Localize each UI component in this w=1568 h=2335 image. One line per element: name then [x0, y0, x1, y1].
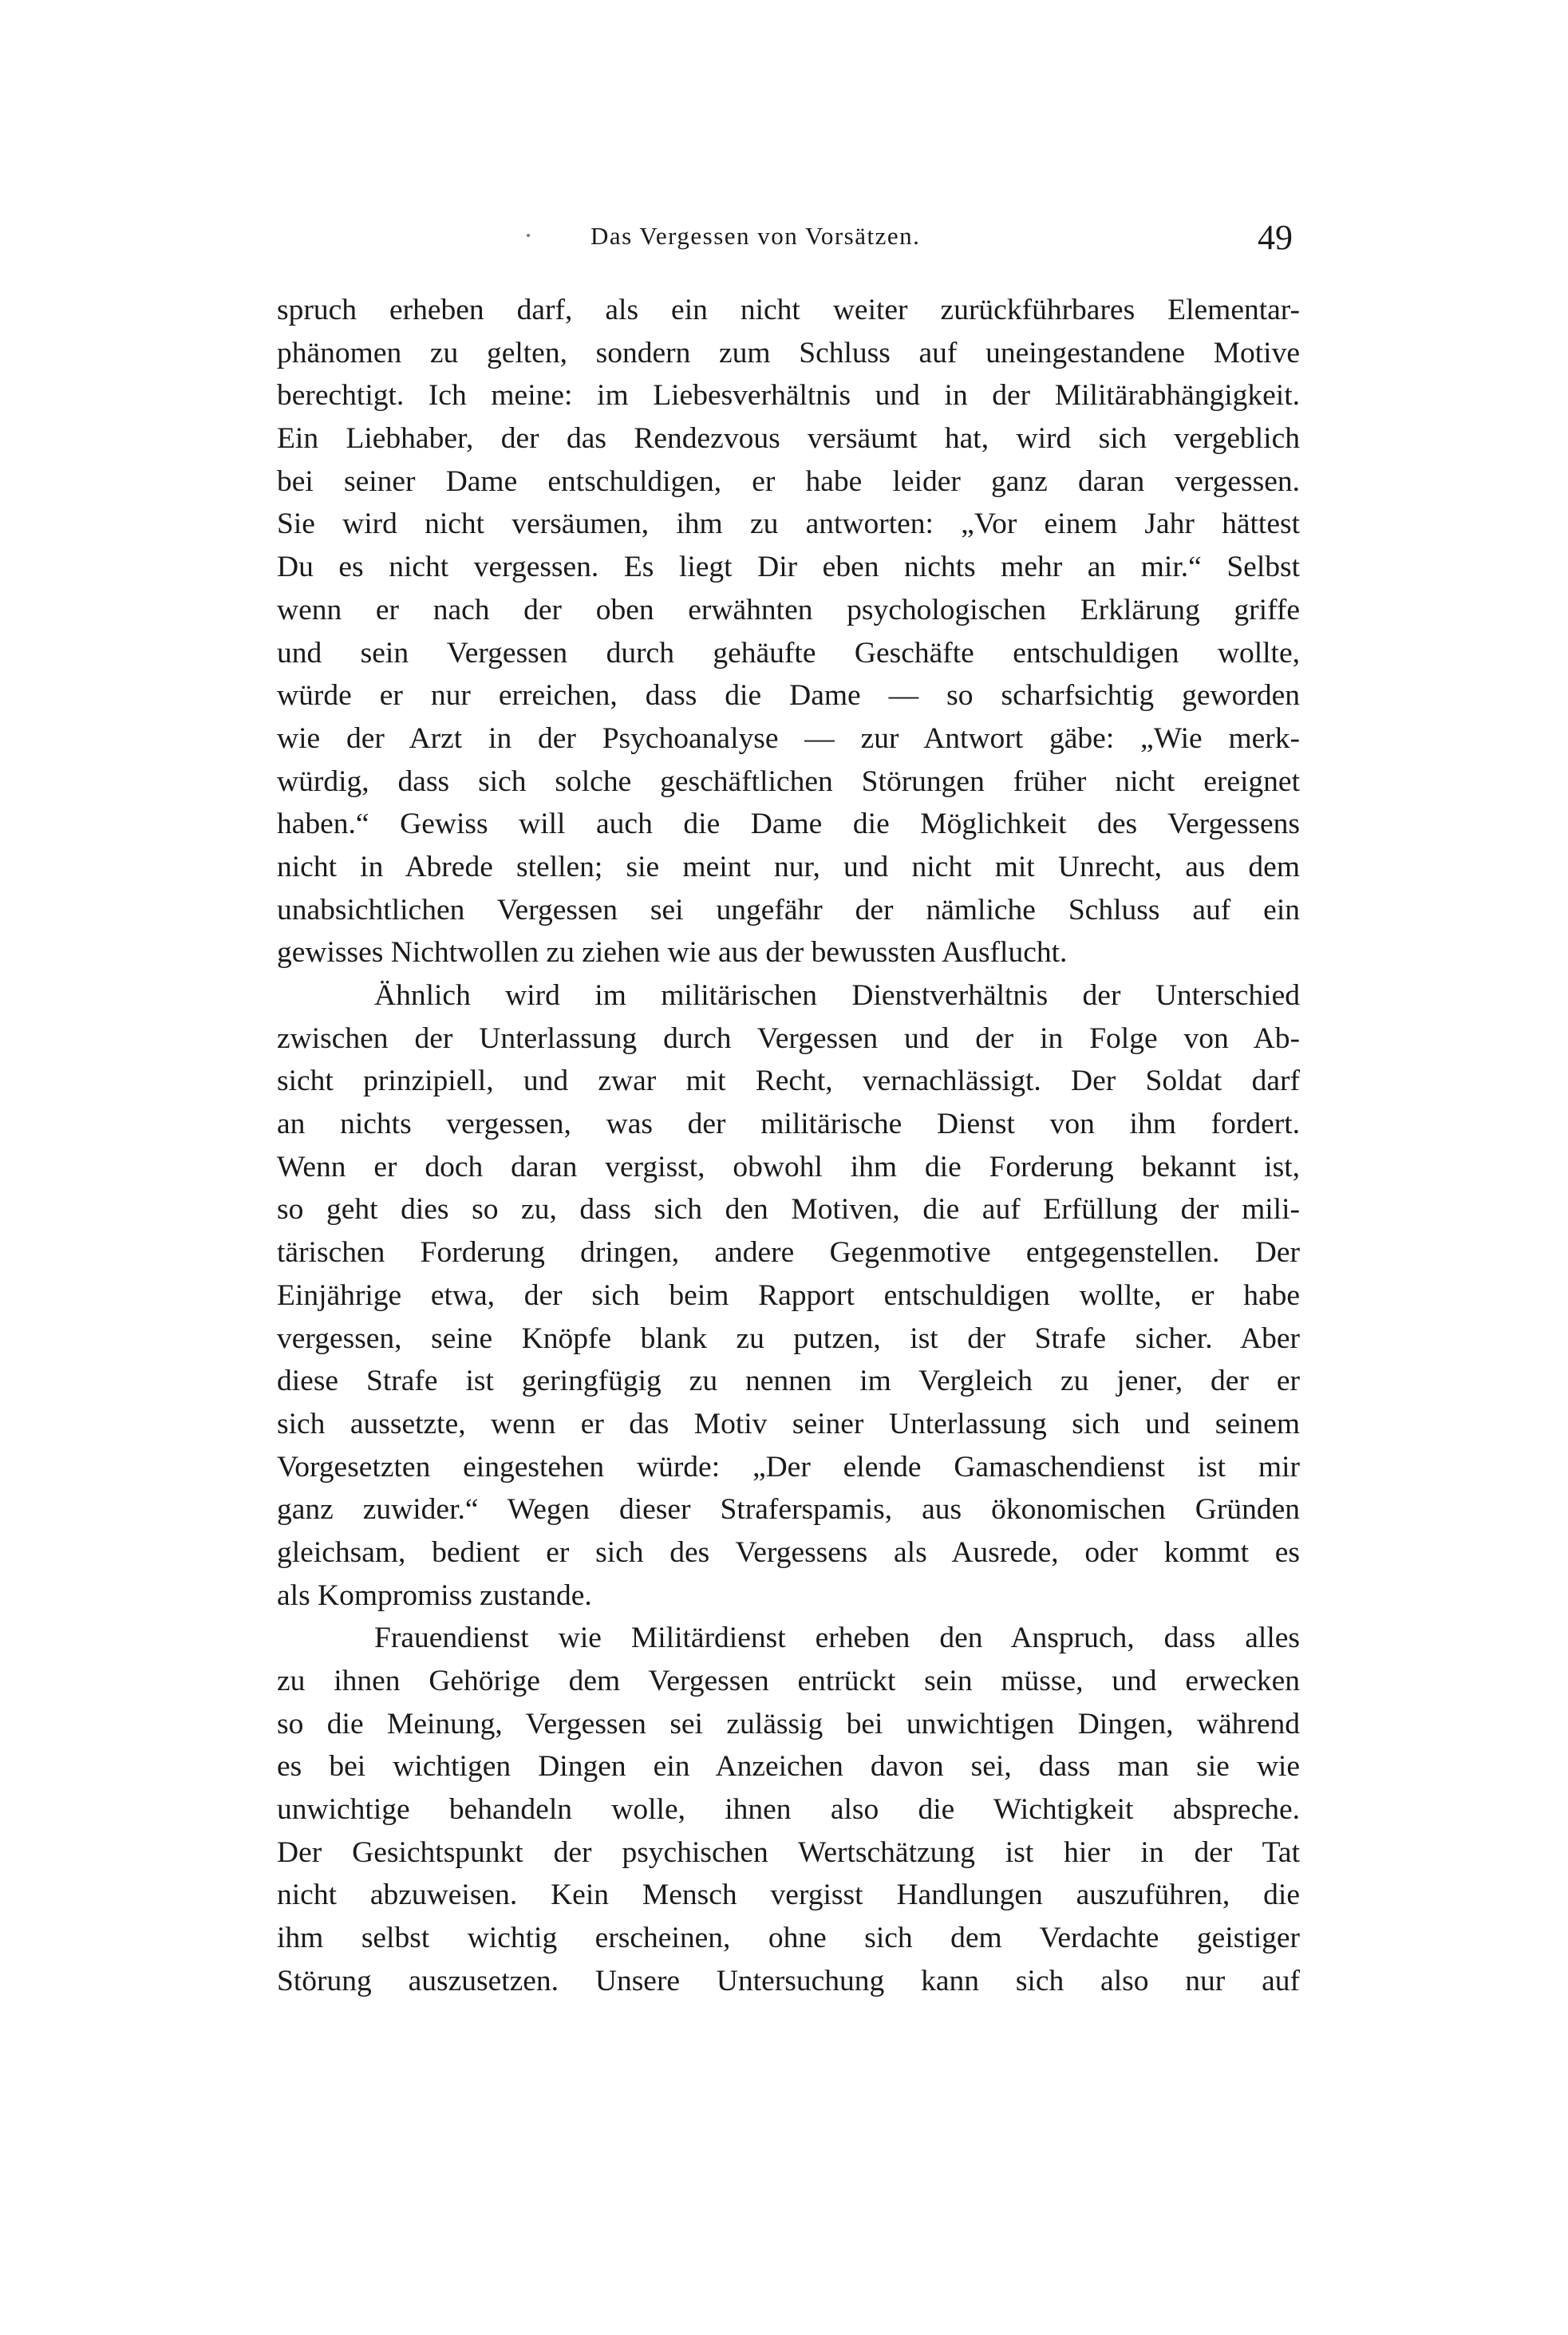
text-line: sich aussetzte, wenn er das Motiv seiner Unterlassung sich und seinem: [277, 1407, 1300, 1440]
paragraph-start-line: Frauendienst wie Militärdienst erheben den Anspruch, dass alles: [374, 1622, 1300, 1655]
text-line: vergessen, seine Knöpfe blank zu putzen, ist der Strafe sicher. Aber: [277, 1322, 1300, 1355]
text-line: nicht in Abrede stellen; sie meint nur, und nicht mit Unrecht, aus dem: [277, 850, 1300, 883]
text-line: ganz zuwider.“ Wegen dieser Straferspamis, aus ökonomischen Gründen: [277, 1493, 1300, 1527]
text-line: Der Gesichtspunkt der psychischen Wertschätzung ist hier in der Tat: [277, 1835, 1300, 1869]
text-line: nicht abzuweisen. Kein Mensch vergisst Handlungen auszuführen, die: [277, 1879, 1300, 1912]
text-line: zu ihnen Gehörige dem Vergessen entrückt sein müsse, und erwecken: [277, 1665, 1300, 1697]
text-line: unabsichtlichen Vergessen sei ungefähr der nämliche Schluss auf ein: [277, 893, 1300, 926]
text-line: Ein Liebhaber, der das Rendezvous versäumt hat, wird sich vergeblich: [277, 422, 1300, 456]
text-line: Einjährige etwa, der sich beim Rapport entschuldigen wollte, er habe: [277, 1278, 1300, 1312]
text-line: Sie wird nicht versäumen, ihm zu antworten: „Vor einem Jahr hättest: [277, 508, 1300, 541]
page-number: 49: [1258, 218, 1293, 257]
text-line: sicht prinzipiell, und zwar mit Recht, vernachlässigt. Der Soldat darf: [277, 1065, 1300, 1098]
text-line: unwichtige behandeln wolle, ihnen also die Wichtigkeit abspreche.: [277, 1793, 1300, 1827]
running-head: Das Vergessen von Vorsätzen.: [590, 222, 921, 250]
text-line: würdig, dass sich solche geschäftlichen Störungen früher nicht ereignet: [277, 765, 1300, 798]
paragraph-end-line: als Kompromiss zustande.: [277, 1578, 592, 1612]
text-line: Wenn er doch daran vergisst, obwohl ihm die Forderung bekannt ist,: [277, 1150, 1300, 1183]
text-line: so geht dies so zu, dass sich den Motiven, die auf Erfüllung der mili-: [277, 1193, 1300, 1227]
text-line: wie der Arzt in der Psychoanalyse — zur Antwort gäbe: „Wie merk-: [277, 721, 1300, 755]
text-line: an nichts vergessen, was der militärische Dienst von ihm fordert.: [277, 1108, 1300, 1141]
text-line: würde er nur erreichen, dass die Dame — so scharfsichtig geworden: [277, 679, 1300, 713]
text-line: es bei wichtigen Dingen ein Anzeichen davon sei, dass man sie wie: [277, 1750, 1300, 1784]
text-line: und sein Vergessen durch gehäufte Geschäfte entschuldigen wollte,: [277, 636, 1300, 670]
paragraph-start-line: Ähnlich wird im militärischen Dienstverhältnis der Unterschied: [374, 979, 1300, 1012]
stray-dot: [527, 234, 530, 237]
text-line: Störung auszusetzen. Unsere Untersuchung kann sich also nur auf: [277, 1964, 1300, 1997]
text-line: diese Strafe ist geringfügig zu nennen im Vergleich zu jener, der er: [277, 1365, 1300, 1398]
text-line: so die Meinung, Vergessen sei zulässig bei unwichtigen Dingen, während: [277, 1707, 1300, 1740]
text-line: zwischen der Unterlassung durch Vergessen und der in Folge von Ab-: [277, 1021, 1300, 1055]
text-line: wenn er nach der oben erwähnten psychologischen Erklärung griffe: [277, 593, 1300, 626]
text-line: spruch erheben darf, als ein nicht weiter zurückführbares Elementar-: [277, 294, 1300, 326]
text-line: Du es nicht vergessen. Es liegt Dir eben nichts mehr an mir.“ Selbst: [277, 551, 1300, 584]
text-line: ihm selbst wichtig erscheinen, ohne sich dem Verdachte geistiger: [277, 1922, 1300, 1955]
text-line: Vorgesetzten eingestehen würde: „Der elende Gamaschendienst ist mir: [277, 1450, 1300, 1484]
body-text: [277, 289, 1300, 2003]
text-line: phänomen zu gelten, sondern zum Schluss auf uneingestandene Motive: [277, 336, 1300, 369]
text-line: bei seiner Dame entschuldigen, er habe leider ganz daran vergessen.: [277, 464, 1300, 498]
text-line: gleichsam, bedient er sich des Vergessens als Ausrede, oder kommt es: [277, 1535, 1300, 1569]
text-line: tärischen Forderung dringen, andere Gegenmotive entgegenstellen. Der: [277, 1236, 1300, 1270]
text-line: berechtigt. Ich meine: im Liebesverhältnis und in der Militärabhängigkeit.: [277, 379, 1300, 413]
text-line: haben.“ Gewiss will auch die Dame die Möglichkeit des Vergessens: [277, 808, 1300, 841]
paragraph-end-line: gewisses Nichtwollen zu ziehen wie aus der bewussten Ausflucht.: [277, 936, 1068, 970]
